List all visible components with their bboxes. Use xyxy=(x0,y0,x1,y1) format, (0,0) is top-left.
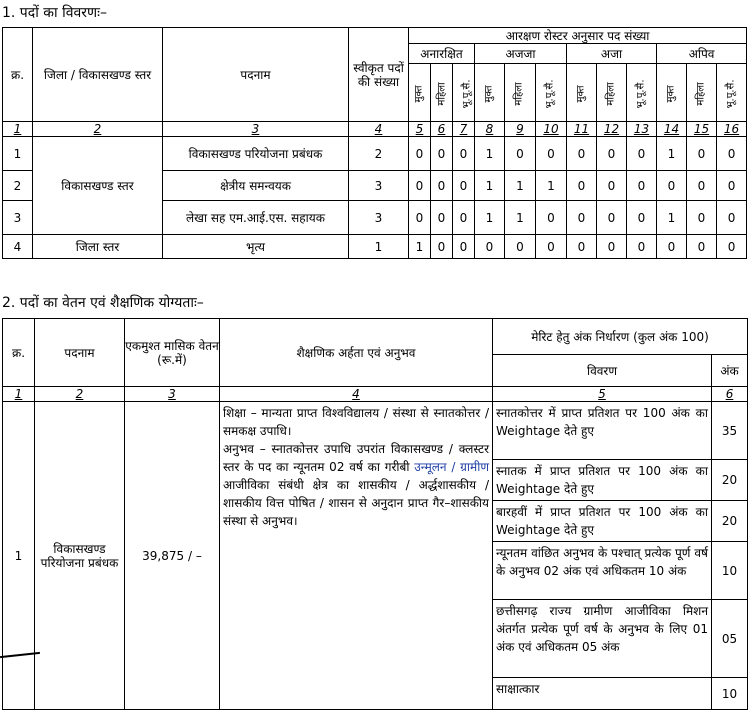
cell: 0 xyxy=(567,137,597,171)
cell: 0 xyxy=(453,137,475,171)
header-post: पदनाम xyxy=(35,319,125,387)
column-number: 5 xyxy=(409,122,431,137)
subheader: मुक्त xyxy=(567,64,597,122)
cell: 0 xyxy=(567,171,597,201)
row-level: विकासखण्ड स्तर xyxy=(33,137,163,235)
cell: 0 xyxy=(567,201,597,235)
cell: 0 xyxy=(627,171,657,201)
cell: 0 xyxy=(597,137,627,171)
merit-marks: 10 xyxy=(712,678,748,710)
cell: 0 xyxy=(431,171,453,201)
header-sno: क्र. xyxy=(3,319,35,387)
header-sno: क्र. xyxy=(3,28,33,122)
subheader: महिला xyxy=(597,64,627,122)
column-number: 1 xyxy=(3,387,35,402)
cell: 0 xyxy=(453,201,475,235)
header-category: अजा xyxy=(567,44,657,64)
table-row xyxy=(3,137,747,171)
cell: 0 xyxy=(717,201,747,235)
column-number: 4 xyxy=(220,387,493,402)
table-row xyxy=(3,235,747,259)
merit-desc: स्नातकोत्तर में प्राप्त प्रतिशत पर 100 अंक का Weightage देते हुए xyxy=(493,402,712,460)
merit-marks: 35 xyxy=(712,402,748,460)
column-number: 3 xyxy=(125,387,220,402)
cell: 0 xyxy=(505,137,536,171)
cell: 0 xyxy=(431,201,453,235)
column-number: 4 xyxy=(349,122,409,137)
qualification-text xyxy=(220,402,493,710)
merit-desc: छत्तीसगढ़ राज्य ग्रामीण आजीविका मिशन अंतर्गत प्रत्येक पूर्ण वर्ष के अनुभव के लिए 01 अंक एवं अधिकतम 05 अंक xyxy=(493,600,712,678)
cell: 0 xyxy=(431,235,453,259)
column-number-row xyxy=(3,387,748,402)
cell: 0 xyxy=(409,201,431,235)
row-sanctioned: 3 xyxy=(349,171,409,201)
header-qualification: शैक्षणिक अर्हता एवं अनुभव xyxy=(220,319,493,387)
cell: 0 xyxy=(717,235,747,259)
header-category: अपिव xyxy=(657,44,747,64)
merit-desc: बारहवीं में प्राप्त प्रतिशत पर 100 अंक का Weightage देते हुए xyxy=(493,501,712,542)
cell: 1 xyxy=(657,137,687,171)
subheader: भू.पू.सै. xyxy=(627,64,657,122)
subheader: भू.पू.सै. xyxy=(717,64,747,122)
header-marks: अंक xyxy=(712,355,748,387)
row-level: जिला स्तर xyxy=(33,235,163,259)
education-text: शिक्षा – मान्यता प्राप्त विश्वविद्यालय / संस्था से स्नातकोत्तर / समकक्ष उपाधि। xyxy=(223,406,489,438)
subheader: भू.पू.सै. xyxy=(536,64,567,122)
row-sno: 1 xyxy=(3,137,33,171)
column-number: 1 xyxy=(3,122,33,137)
merit-desc: स्नातक में प्राप्त प्रतिशत पर 100 अंक का Weightage देते हुए xyxy=(493,460,712,501)
header-level: जिला / विकासखण्ड स्तर xyxy=(33,28,163,122)
row-salary: 39,875 / – xyxy=(125,402,220,710)
column-number: 9 xyxy=(505,122,536,137)
merit-marks: 20 xyxy=(712,460,748,501)
merit-desc: साक्षात्कार xyxy=(493,678,712,710)
column-number: 7 xyxy=(453,122,475,137)
header-merit: मेरिट हेतु अंक निर्धारण (कुल अंक 100) xyxy=(493,319,748,355)
cell: 0 xyxy=(505,235,536,259)
cell: 0 xyxy=(567,235,597,259)
cell: 0 xyxy=(687,137,717,171)
cell: 1 xyxy=(536,171,567,201)
cell: 0 xyxy=(627,235,657,259)
cell: 0 xyxy=(453,235,475,259)
row-post: विकासखण्ड परियोजना प्रबंधक xyxy=(35,402,125,710)
subheader: महिला xyxy=(431,64,453,122)
header-post: पदनाम xyxy=(163,28,349,122)
cell: 0 xyxy=(717,171,747,201)
cell: 1 xyxy=(505,201,536,235)
cell: 0 xyxy=(409,171,431,201)
column-number: 11 xyxy=(567,122,597,137)
cell: 1 xyxy=(475,201,505,235)
column-number-row xyxy=(3,122,747,137)
cell: 0 xyxy=(536,201,567,235)
cell: 0 xyxy=(597,235,627,259)
posts-table xyxy=(2,27,747,259)
section1-heading: 1. पदों का विवरणः– xyxy=(2,5,107,21)
merit-marks: 10 xyxy=(712,542,748,600)
cell: 1 xyxy=(475,171,505,201)
column-number: 15 xyxy=(687,122,717,137)
cell: 0 xyxy=(597,171,627,201)
merit-desc: न्यूनतम वांछित अनुभव के पश्चात् प्रत्येक पूर्ण वर्ष के अनुभव 02 अंक एवं अधिकतम 10 अंक xyxy=(493,542,712,600)
salary-table xyxy=(2,318,748,710)
row-sanctioned: 1 xyxy=(349,235,409,259)
row-sanctioned: 3 xyxy=(349,201,409,235)
merit-marks: 20 xyxy=(712,501,748,542)
subheader: मुक्त xyxy=(409,64,431,122)
row-sanctioned: 2 xyxy=(349,137,409,171)
header-sanctioned: स्वीकृत पदों की संख्या xyxy=(349,28,409,122)
row-post: लेखा सह एम.आई.एस. सहायक xyxy=(163,201,349,235)
column-number: 13 xyxy=(627,122,657,137)
header-reservation: आरक्षण रोस्टर अनुसार पद संख्या xyxy=(409,28,747,44)
section2-heading: 2. पदों का वेतन एवं शैक्षणिक योग्यताः– xyxy=(2,295,204,311)
column-number: 3 xyxy=(163,122,349,137)
cell: 1 xyxy=(475,137,505,171)
row-post: भृत्य xyxy=(163,235,349,259)
cell: 0 xyxy=(536,235,567,259)
cell: 0 xyxy=(687,201,717,235)
cell: 0 xyxy=(431,137,453,171)
subheader: मुक्त xyxy=(475,64,505,122)
cell: 0 xyxy=(409,137,431,171)
header-category: अजजा xyxy=(475,44,567,64)
cell: 0 xyxy=(475,235,505,259)
row-sno: 3 xyxy=(3,201,33,235)
header-salary: एकमुश्त मासिक वेतन (रू.में) xyxy=(125,319,220,387)
column-number: 8 xyxy=(475,122,505,137)
header-category: अनारक्षित xyxy=(409,44,475,64)
row-sno: 4 xyxy=(3,235,33,259)
cell: 1 xyxy=(409,235,431,259)
column-number: 16 xyxy=(717,122,747,137)
column-number: 6 xyxy=(431,122,453,137)
cell: 0 xyxy=(657,235,687,259)
cell: 0 xyxy=(717,137,747,171)
cell: 0 xyxy=(627,201,657,235)
row-post: क्षेत्रीय समन्वयक xyxy=(163,171,349,201)
cell: 0 xyxy=(627,137,657,171)
cell: 1 xyxy=(505,171,536,201)
cell: 0 xyxy=(536,137,567,171)
cell: 1 xyxy=(657,201,687,235)
column-number: 10 xyxy=(536,122,567,137)
cell: 0 xyxy=(657,171,687,201)
subheader: महिला xyxy=(505,64,536,122)
column-number: 5 xyxy=(493,387,712,402)
column-number: 6 xyxy=(712,387,748,402)
merit-marks: 05 xyxy=(712,600,748,678)
cell: 0 xyxy=(597,201,627,235)
experience-text: अनुभव – स्नातकोत्तर उपाधि उपरांत विकासखण्ड / क्लस्टर स्तर के पद का न्यूनतम 02 वर्ष का गरीबी उन्मूलन / ग्रामीण आजीविका संबंधी क्षेत्र का शासकीय / अर्द्धशासकीय / शासकीय वित्त पोषित / शासन से अनुदान प्राप्त गैर–शासकीय संस्था से अनुभव। xyxy=(223,442,489,528)
row-post: विकासखण्ड परियोजना प्रबंधक xyxy=(163,137,349,171)
subheader: मुक्त xyxy=(657,64,687,122)
row-sno: 2 xyxy=(3,171,33,201)
column-number: 2 xyxy=(33,122,163,137)
subheader: भू.पू.सै. xyxy=(453,64,475,122)
subheader: महिला xyxy=(687,64,717,122)
cell: 0 xyxy=(453,171,475,201)
row-sno: 1 xyxy=(3,402,35,710)
column-number: 14 xyxy=(657,122,687,137)
column-number: 12 xyxy=(597,122,627,137)
column-number: 2 xyxy=(35,387,125,402)
header-detail: विवरण xyxy=(493,355,712,387)
cell: 0 xyxy=(687,171,717,201)
cell: 0 xyxy=(687,235,717,259)
